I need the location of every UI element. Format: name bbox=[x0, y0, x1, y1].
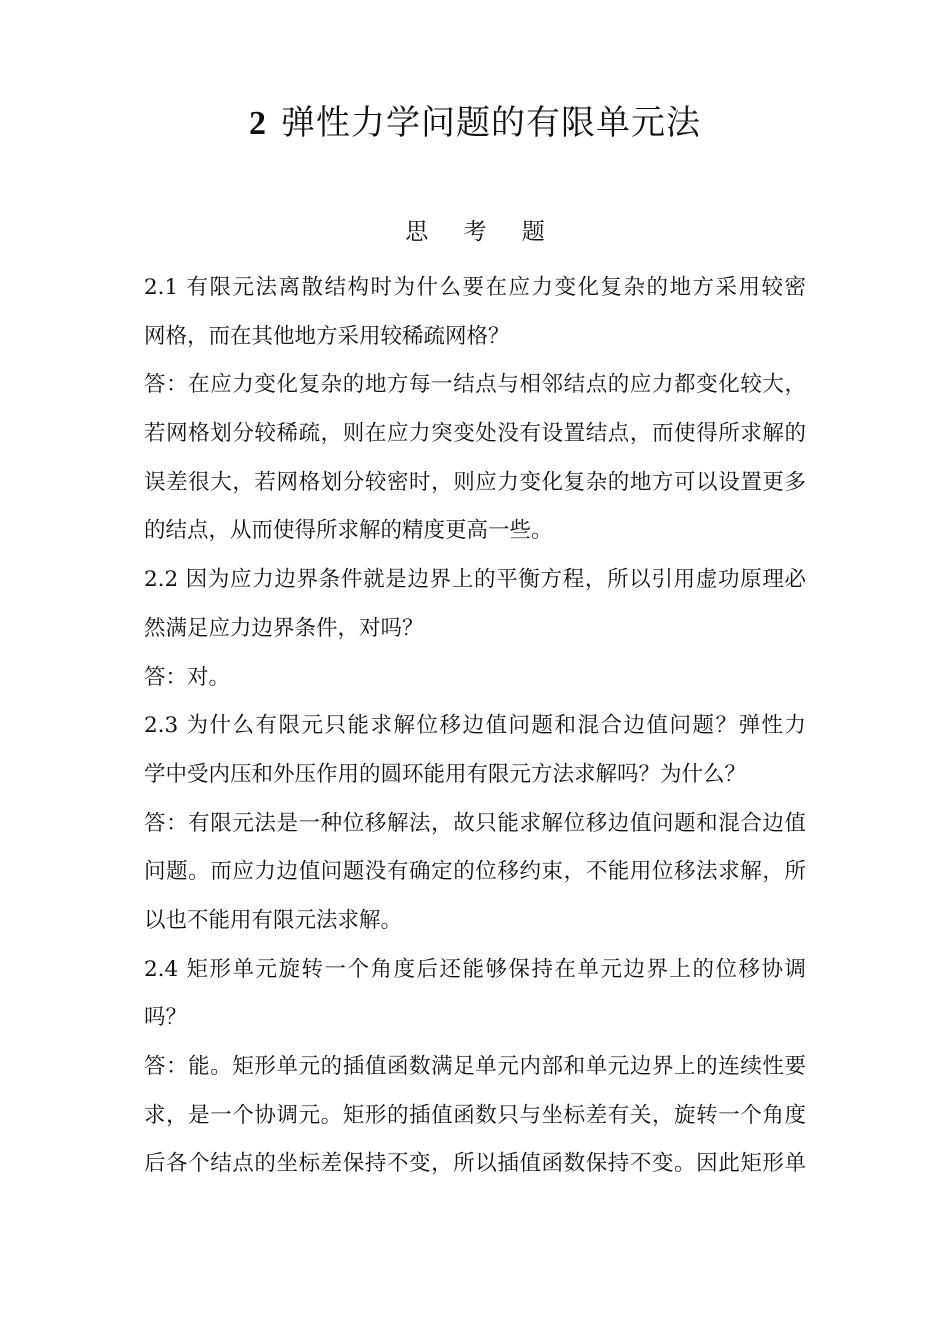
text-line: 2.4 矩形单元旋转一个角度后还能够保持在单元边界上的位移协调 bbox=[144, 956, 806, 982]
text-line: 答：对。 bbox=[144, 664, 231, 690]
document-body bbox=[144, 264, 806, 1189]
text-line: 然满足应力边界条件，对吗？ bbox=[144, 615, 424, 641]
chapter-title-text: 弹性力学问题的有限单元法 bbox=[281, 103, 701, 143]
text-line: 的结点，从而使得所求解的精度更高一些。 bbox=[144, 518, 553, 544]
text-line: 答：有限元法是一种位移解法，故只能求解位移边值问题和混合边值 bbox=[144, 810, 806, 836]
text-line: 后各个结点的坐标差保持不变，所以插值函数保持不变。因此矩形单 bbox=[144, 1151, 806, 1177]
chapter-number: 2 bbox=[249, 105, 267, 142]
text-line: 误差很大，若网格划分较密时，则应力变化复杂的地方可以设置更多 bbox=[144, 469, 806, 495]
text-line: 吗？ bbox=[144, 1005, 188, 1031]
text-line: 2.1 有限元法离散结构时为什么要在应力变化复杂的地方采用较密 bbox=[144, 275, 806, 300]
text-line: 网格，而在其他地方采用较稀疏网格？ bbox=[144, 323, 510, 349]
section-title: 思 考 题 bbox=[405, 219, 559, 245]
text-line: 若网格划分较稀疏，则在应力突变处没有设置结点，而使得所求解的 bbox=[144, 421, 806, 447]
chapter-title bbox=[0, 98, 950, 149]
text-line: 答：能。矩形单元的插值函数满足单元内部和单元边界上的连续性要 bbox=[144, 1054, 806, 1079]
text-line: 答：在应力变化复杂的地方每一结点与相邻结点的应力都变化较大， bbox=[144, 372, 806, 398]
text-line: 以也不能用有限元法求解。 bbox=[144, 907, 403, 933]
text-line: 2.3 为什么有限元只能求解位移边值问题和混合边值问题？弹性力 bbox=[144, 713, 806, 739]
text-line: 学中受内压和外压作用的圆环能用有限元方法求解吗？为什么？ bbox=[144, 761, 747, 787]
text-line: 求，是一个协调元。矩形的插值函数只与坐标差有关，旋转一个角度 bbox=[144, 1102, 806, 1128]
text-line: 2.2 因为应力边界条件就是边界上的平衡方程，所以引用虚功原理必 bbox=[144, 567, 806, 593]
text-line: 问题。而应力边值问题没有确定的位移约束，不能用位移法求解，所 bbox=[144, 859, 806, 885]
